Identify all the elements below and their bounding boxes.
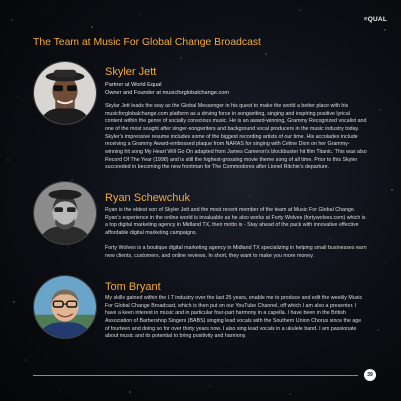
page-title: The Team at Music For Global Change Broadcast [33, 37, 261, 48]
tom-bryant-photo [33, 275, 97, 339]
bio-paragraph: Forty Wolves is a boutique digital marketing agency in Midland TX specializing in helping small businesses earn new clients, customers, and online reviews. In short, they want to make you more money. [105, 245, 367, 259]
member-name-tom-bryant: Tom Bryant [105, 281, 161, 293]
bio-paragraph: Skylar Jett leads the way as the Global Messenger in his quest to make the world a better place with his musicforglobalchange.com platform as a driving force in songwriting, singing and inspiring positive lyrical content within the genre of socially conscious music. He is an award-winning, Grammy Recognized vocalist and one of the most sought after singer-songwriters and background vocal producers in the music industry today. Skyler's impressive resume includes some of the biggest recording artists of our time. His accolades include receiving a Grammy Award-embossed plaque from NARAS for singing with Celine Dion on her Grammy-winning hit song My Heart Will Go On adapted from James Cameron's blockbuster hit film Titanic. This was also Record Of The Year (1998) and is still the highest-grossing movie theme song of all time. Prior to this Skyler succeeded in becoming the new frontman for The Commodores after Lionel Ritchie's departure. [105, 103, 367, 171]
member-bio-skyler-jett [105, 103, 367, 172]
world-equal-logo: ≡QUAL [363, 16, 387, 23]
ryan-schewchuk-photo [33, 181, 97, 245]
bio-paragraph: Ryan is the eldest son of Skyler Jett and the most recent member of the team at Music For Global Change. Ryan's experience in the online world is invaluable as he also works at Forty Wolves (fortywolves.com) which is a top digital marketing agency in Midland TX, their motto is - Stay ahead of the pack with innovative effective affordable digital marketing campaigns. [105, 207, 366, 236]
member-name-skyler-jett: Skyler Jett [105, 66, 157, 78]
member-role-line: Owner and Founder at musicforglobalchange.com [105, 89, 230, 96]
page-number: 39 [364, 369, 376, 381]
member-name-ryan-schewchuk: Ryan Schewchuk [105, 192, 190, 204]
member-bio-ryan-schewchuk [105, 207, 367, 261]
skyler-jett-photo [33, 61, 97, 125]
member-bio-tom-bryant [105, 295, 367, 341]
member-role-line: Partner at World Equal [105, 82, 162, 88]
bio-paragraph: My skills gained within the I.T industry over the last 25 years, enable me to produce and edit the weekly Music For Global Change Broadcast, which is then put on our YouTube Channel, off which I am also a presenter. I have a keen interest in music and in particular four-part harmony in a capella. I have been in the British Association of Barbershop Singers (BABS) singing lead vocals with the Southern Union Chorus since the age of fourteen and doing so for over thirty years now. I also sing lead vocals in a ukulele band. I am passionate about music and its potential to bring positivity and harmony. [105, 295, 363, 340]
footer-divider [33, 375, 358, 376]
